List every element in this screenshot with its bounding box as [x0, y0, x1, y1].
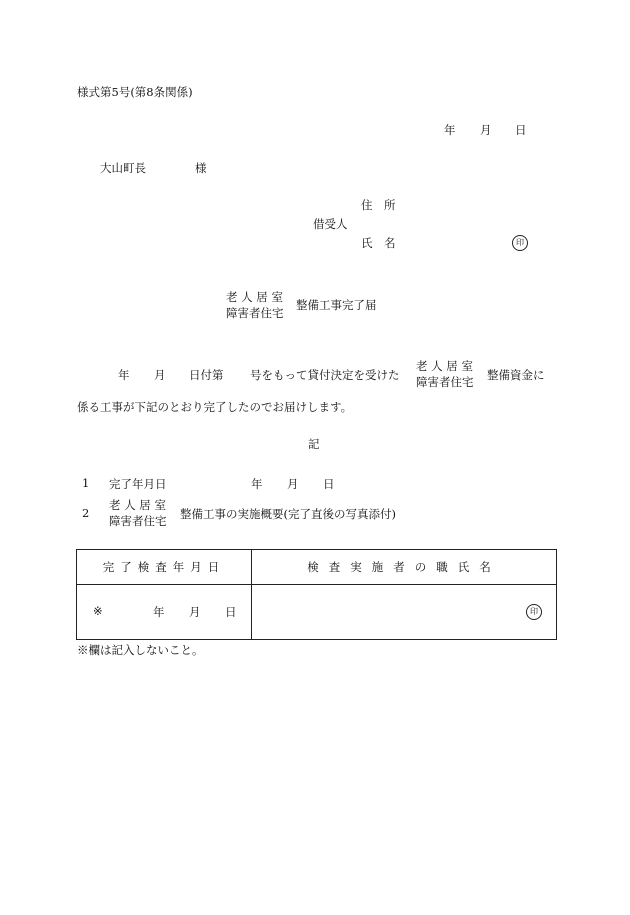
date-month-label: 月 — [480, 123, 492, 137]
addressee-honorific: 様 — [195, 161, 207, 175]
inspector-seal-icon: 印 — [526, 604, 542, 620]
borrower-address-label: 住 所 — [361, 198, 396, 212]
item-1-year: 年 — [251, 477, 263, 491]
date-year-label: 年 — [444, 123, 456, 137]
title-suffix: 整備工事完了届 — [296, 298, 377, 312]
body-number-text: 号をもって貸付決定を受けた — [250, 368, 400, 382]
body-line2: 係る工事が下記のとおり完了したのでお届けします。 — [77, 400, 353, 414]
title-housing-type-line1: 老 人 居 室 — [226, 290, 283, 304]
item-2-housing-type — [109, 497, 167, 529]
inspection-table-header-row — [77, 550, 557, 585]
inspector-header-cell — [252, 550, 557, 585]
body-day-ref: 日付第 — [189, 368, 224, 382]
title-housing-type — [226, 289, 284, 321]
item-1-month: 月 — [287, 477, 299, 491]
inspection-date-header: 完了検査年月日 — [102, 560, 226, 574]
form-number: 様式第5号(第8条関係) — [77, 85, 193, 99]
item-1-label: 完了年月日 — [109, 477, 167, 491]
body-housing-type — [416, 358, 474, 390]
title-housing-type-line2: 障害者住宅 — [226, 306, 284, 320]
addressee-name: 大山町長 — [100, 161, 146, 175]
item-1-number: 1 — [82, 476, 90, 490]
inspection-date-header-cell — [77, 550, 252, 585]
borrower-seal-icon: 印 — [512, 235, 528, 251]
body-housing-type-line2: 障害者住宅 — [416, 375, 474, 389]
inspection-day: 日 — [225, 605, 237, 619]
body-housing-type-line1: 老 人 居 室 — [416, 359, 473, 373]
inspection-year: 年 — [153, 605, 165, 619]
record-heading: 記 — [308, 437, 320, 451]
inspection-table — [76, 549, 557, 640]
body-month: 月 — [154, 368, 166, 382]
date-day-label: 日 — [515, 123, 527, 137]
footnote: ※欄は記入しないこと。 — [77, 643, 204, 657]
body-suffix: 整備資金に — [487, 368, 545, 382]
borrower-name-label: 氏 名 — [361, 236, 396, 250]
inspection-table-entry-row — [77, 585, 557, 640]
item-1-day: 日 — [323, 477, 335, 491]
item-2-number: 2 — [82, 506, 90, 520]
item-2-housing-type-line2: 障害者住宅 — [109, 514, 167, 528]
body-year: 年 — [118, 368, 130, 382]
inspection-date-cell — [77, 585, 252, 640]
item-2-housing-type-line1: 老 人 居 室 — [109, 498, 166, 512]
inspector-header: 検査実施者の職氏名 — [307, 560, 501, 574]
inspector-cell — [252, 585, 557, 640]
item-2-label: 整備工事の実施概要(完了直後の写真添付) — [180, 507, 396, 521]
office-use-mark: ※ — [93, 604, 103, 618]
borrower-role-label: 借受人 — [313, 217, 348, 231]
inspection-month: 月 — [189, 605, 201, 619]
